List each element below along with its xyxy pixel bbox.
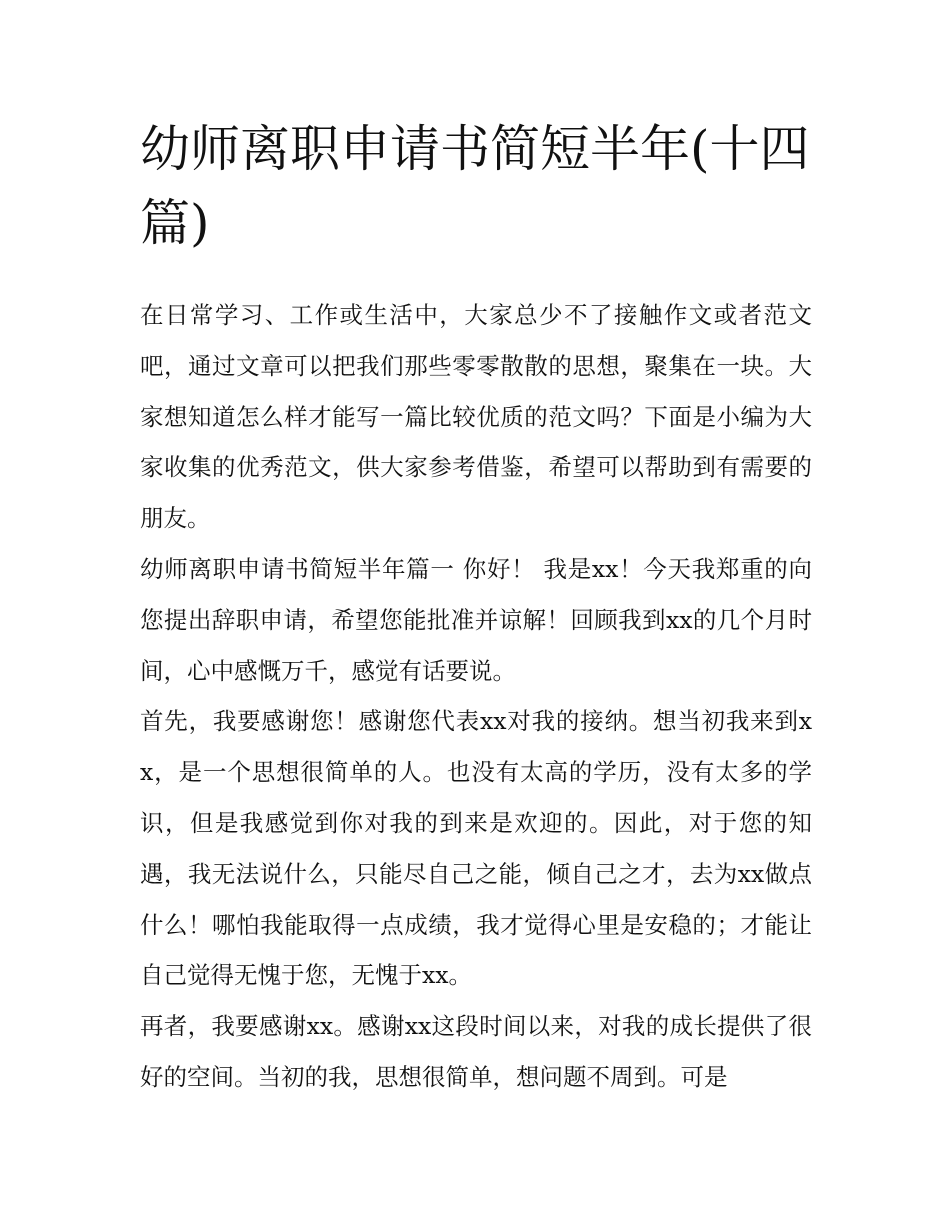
paragraph-thanks-leader: 首先，我要感谢您！感谢您代表xx对我的接纳。想当初我来到xx，是一个思想很简单的人。也没有太高的学历，没有太多的学识，但是我感觉到你对我的到来是欢迎的。因此，对于您的知遇，我无法说什么，只能尽自己之能，倾自己之才，去为xx做点什么！哪怕我能取得一点成绩，我才觉得心里是安稳的；才能让自己觉得无愧于您，无愧于xx。 xyxy=(140,707,812,990)
paragraph-thanks-company: 再者，我要感谢xx。感谢xx这段时间以来，对我的成长提供了很好的空间。当初的我，思想很简单，想问题不周到。可是 xyxy=(140,1012,812,1091)
document-page xyxy=(140,112,812,1103)
paragraph-letter-opening: 幼师离职申请书简短半年篇一 你好！ 我是xx！今天我郑重的向您提出辞职申请，希望您能批准并谅解！回顾我到xx的几个月时间，心中感慨万千，感觉有话要说。 xyxy=(140,554,812,685)
paragraph-intro: 在日常学习、工作或生活中，大家总少不了接触作文或者范文吧，通过文章可以把我们那些零零散散的思想，聚集在一块。大家想知道怎么样才能写一篇比较优质的范文吗？下面是小编为大家收集的优秀范文，供大家参考借鉴，希望可以帮助到有需要的朋友。 xyxy=(140,301,812,533)
document-title: 幼师离职申请书简短半年(十四篇) xyxy=(140,120,810,252)
